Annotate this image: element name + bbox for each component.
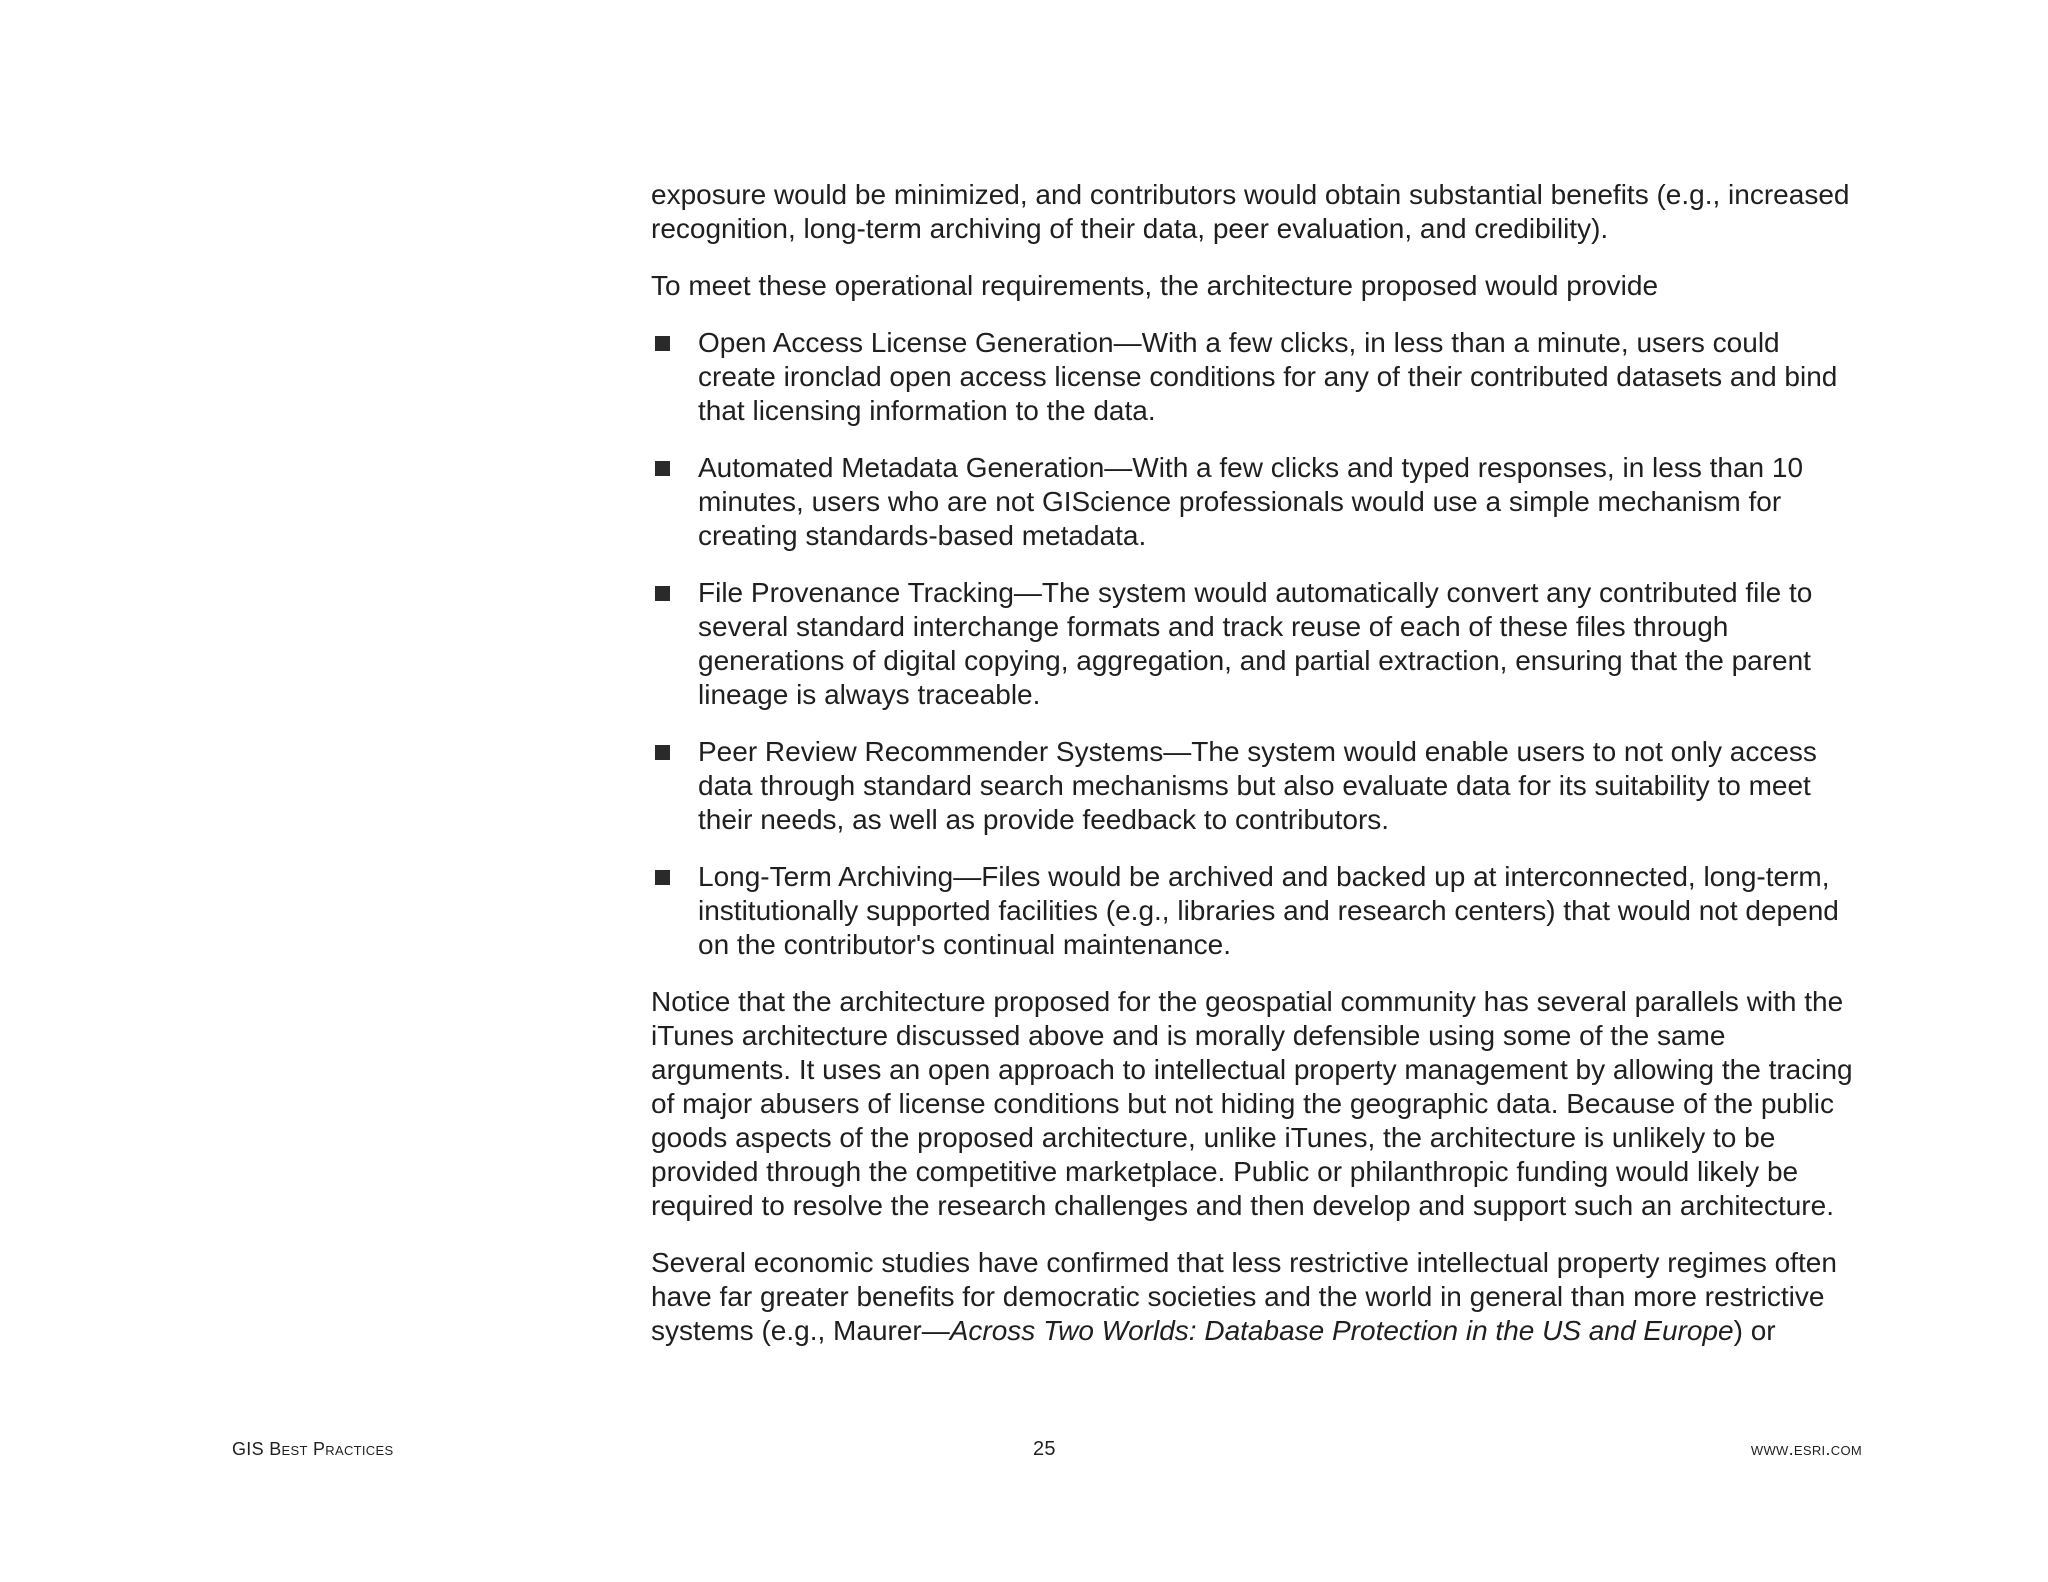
list-item-text: File Provenance Tracking—The system would automatically convert any contributed file to several standard interchange formats and track reuse of each of these files through generations of digital copying, aggregation, and partial extraction, ensuring that the parent lineage is always traceable. bbox=[698, 577, 1813, 710]
bullet-square-icon bbox=[655, 336, 670, 351]
list-item-text: Long-Term Archiving—Files would be archived and backed up at interconnected, long-term, institutionally supported facilities (e.g., libraries and research centers) that would not depend on the contributor's continual maintenance. bbox=[698, 861, 1839, 960]
list-item bbox=[651, 735, 1861, 837]
bullet-square-icon bbox=[655, 461, 670, 476]
paragraph-notice: Notice that the architecture proposed for the geospatial community has several parallels with the iTunes architecture discussed above and is morally defensible using some of the same arguments. It uses an open approach to intellectual property management by allowing the tracing of major abusers of license conditions but not hiding the geographic data. Because of the public goods aspects of the proposed architecture, unlike iTunes, the architecture is unlikely to be provided through the competitive marketplace. Public or philanthropic funding would likely be required to resolve the research challenges and then develop and support such an architecture. bbox=[651, 986, 1853, 1221]
paragraph-text-end: ) or bbox=[1733, 1315, 1776, 1346]
requirements-list bbox=[651, 326, 1861, 962]
list-item bbox=[651, 860, 1861, 962]
footer-website: www.esri.com bbox=[1750, 1439, 1862, 1459]
list-item-text: Peer Review Recommender Systems—The system would enable users to not only access data through standard search mechanisms but also evaluate data for its suitability to meet their needs, as well as provide feedback to contributors. bbox=[698, 736, 1817, 835]
paragraph-intro: To meet these operational requirements, the architecture proposed would provide bbox=[651, 270, 1659, 301]
paragraph-economic-studies bbox=[651, 1246, 1861, 1348]
list-item bbox=[651, 576, 1861, 712]
paragraph-text-start: Several economic studies have confirmed that less restrictive intellectual property regimes often have far greater benefits for democratic societies and the world in general than more restrictive systems (e.g., Maurer— bbox=[651, 1247, 1837, 1346]
list-item bbox=[651, 326, 1861, 428]
footer-publication-title: GIS Best Practices bbox=[232, 1439, 394, 1459]
bullet-square-icon bbox=[655, 745, 670, 760]
paragraph-continued: exposure would be minimized, and contributors would obtain substantial benefits (e.g., increased recognition, long-term archiving of their data, peer evaluation, and credibility). bbox=[651, 179, 1850, 244]
book-title: Across Two Worlds: Database Protection in the US and Europe bbox=[949, 1315, 1734, 1346]
list-item bbox=[651, 451, 1861, 553]
footer-page-number: 25 bbox=[1033, 1438, 1056, 1460]
bullet-square-icon bbox=[655, 870, 670, 885]
page-body bbox=[651, 178, 1861, 1348]
list-item-text: Open Access License Generation—With a few clicks, in less than a minute, users could create ironclad open access license conditions for any of their contributed datasets and bind that licensing information to the data. bbox=[698, 327, 1838, 426]
list-item-text: Automated Metadata Generation—With a few clicks and typed responses, in less than 10 minutes, users who are not GIScience professionals would use a simple mechanism for creating standards-based metadata. bbox=[698, 452, 1804, 551]
bullet-square-icon bbox=[655, 586, 670, 601]
